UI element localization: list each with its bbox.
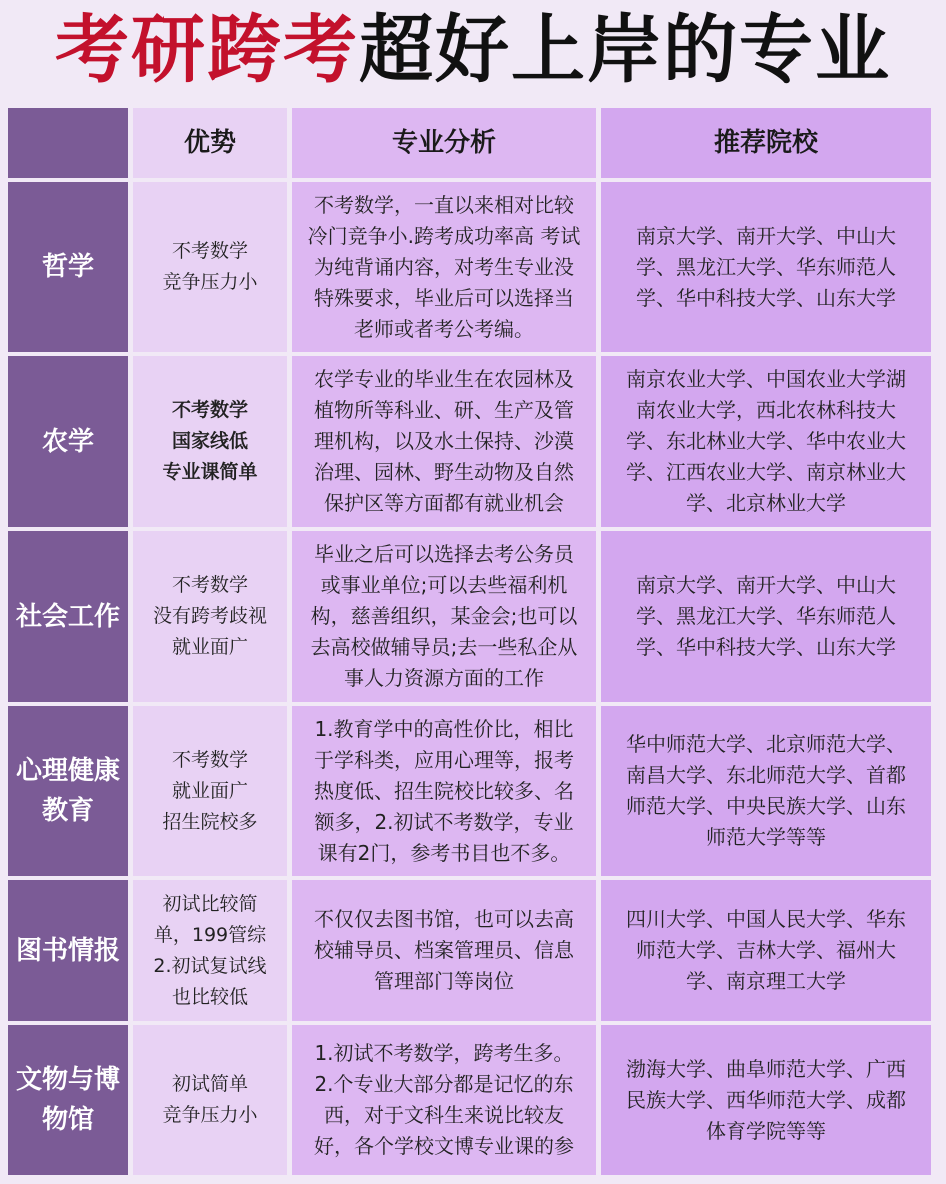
header-corner — [8, 108, 128, 178]
header-analysis: 专业分析 — [292, 108, 596, 178]
cell-text-line: 哲学 — [41, 252, 94, 282]
cell-text-line: 南农业大学，西北农林科技大 — [636, 398, 896, 422]
cell-text-line: 也比较低 — [171, 985, 248, 1008]
cell-text-line: 专业课简单 — [162, 461, 258, 483]
title-red-part: 考研跨考 — [55, 7, 359, 93]
schools-cell — [601, 356, 931, 527]
analysis-cell — [292, 1025, 596, 1175]
cell-text-line: 构，慈善组织，某金会;也可以 — [310, 604, 578, 628]
cell-text-line: 校辅导员、档案管理员、信息 — [314, 938, 574, 962]
cell-text-line: 冷门竞争小.跨考成功率高 考试 — [307, 223, 581, 248]
cell-text-line: 没有跨考歧视 — [152, 605, 267, 627]
cell-text-line: 学、江西农业大学、南京林业大 — [626, 460, 906, 484]
cell-text-line: 学、黑龙江大学、华东师范人 — [636, 604, 896, 628]
cell-text-line: 文物与博 — [15, 1065, 120, 1095]
advantages-cell — [133, 182, 287, 352]
cell-text-line: 课有2门，参考书目也不多。 — [317, 840, 571, 865]
advantages-cell — [133, 531, 287, 702]
analysis-cell — [292, 880, 596, 1021]
cell-text-line: 学、东北林业大学、华中农业大 — [626, 429, 906, 453]
schools-cell — [601, 182, 931, 352]
cell-text-line: 为纯背诵内容，对考生专业没 — [314, 254, 574, 279]
major-cell — [8, 706, 128, 876]
cell-text-line: 学、北京林业大学 — [686, 491, 846, 515]
schools-cell — [601, 1025, 931, 1175]
cell-text-line: 师范大学、吉林大学、福州大 — [636, 938, 896, 962]
cell-text-line: 2.个专业大部分都是记忆的东 — [314, 1072, 574, 1096]
cell-text-line: 南京大学、南开大学、中山大 — [636, 573, 896, 597]
cell-text-line: 毕业之后可以选择去考公务员 — [314, 542, 574, 566]
analysis-cell — [292, 706, 596, 876]
major-cell — [8, 531, 128, 702]
cell-text-line: 图书情报 — [15, 935, 120, 966]
advantages-cell — [133, 1025, 287, 1175]
cell-text-line: 学、南京理工大学 — [686, 969, 846, 993]
cell-text-line: 华中师范大学、北京师范大学、 — [626, 732, 906, 756]
advantages-cell — [133, 356, 287, 527]
cell-text-line: 2.初试复试线 — [153, 954, 267, 977]
cell-text-line: 或事业单位;可以去些福利机 — [320, 573, 568, 597]
cell-text-line: 南昌大学、东北师范大学、首都 — [626, 763, 906, 787]
cell-text-line: 于学科类，应用心理等，报考 — [314, 747, 574, 772]
major-cell — [8, 356, 128, 527]
schools-cell — [601, 880, 931, 1021]
cell-text-line: 不仅仅去图书馆，也可以去高 — [314, 907, 574, 931]
advantages-cell — [133, 880, 287, 1021]
cell-text-line: 理机构，以及水土保持、沙漠 — [314, 429, 574, 453]
cell-text-line: 植物所等科业、研、生产及管 — [314, 398, 574, 422]
cell-text-line: 民族大学、西华师范大学、成都 — [626, 1087, 906, 1112]
cell-text-line: 特殊要求，毕业后可以选择当 — [314, 285, 574, 310]
cell-text-line: 治理、园林、野生动物及自然 — [314, 460, 574, 484]
cell-text-line: 西，对于文科生来说比较友 — [324, 1103, 564, 1127]
cell-text-line: 管理部门等岗位 — [374, 969, 514, 993]
cell-text-line: 1.教育学中的高性价比，相比 — [314, 716, 574, 741]
cell-text-line: 教育 — [41, 796, 94, 826]
cell-text-line: 初试比较简 — [162, 892, 258, 915]
cell-text-line: 四川大学、中国人民大学、华东 — [626, 907, 906, 931]
cell-text-line: 招生院校多 — [162, 810, 258, 833]
page-title — [0, 4, 946, 96]
major-cell — [8, 1025, 128, 1175]
cell-text-line: 竞争压力小 — [162, 271, 258, 293]
cell-text-line: 南京大学、南开大学、中山大 — [636, 223, 896, 248]
cell-text-line: 不考数学 — [171, 574, 248, 596]
cell-text-line: 不考数学 — [171, 748, 248, 771]
cell-text-line: 保护区等方面都有就业机会 — [324, 491, 564, 515]
cell-text-line: 体育学院等等 — [706, 1118, 826, 1143]
cell-text-line: 学、华中科技大学、山东大学 — [636, 285, 896, 310]
cell-text-line: 农学 — [41, 426, 94, 457]
header-advantages: 优势 — [133, 108, 287, 178]
schools-cell — [601, 531, 931, 702]
cell-text-line: 南京农业大学、中国农业大学湖 — [626, 367, 906, 391]
cell-text-line: 就业面广 — [171, 779, 248, 802]
header-schools: 推荐院校 — [601, 108, 931, 178]
cell-text-line: 师范大学、中央民族大学、山东 — [626, 794, 906, 818]
schools-cell — [601, 706, 931, 876]
cell-text-line: 心理健康 — [15, 756, 120, 786]
cell-text-line: 好，各个学校文博专业课的参 — [314, 1134, 574, 1158]
cell-text-line: 农学专业的毕业生在农园林及 — [314, 367, 574, 391]
cell-text-line: 额多，2.初试不考数学，专业 — [314, 809, 574, 834]
analysis-cell — [292, 356, 596, 527]
cell-text-line: 物馆 — [41, 1105, 94, 1135]
title-black-part: 超好上岸的专业 — [359, 7, 891, 93]
cell-text-line: 老师或者考公考编。 — [354, 316, 534, 341]
analysis-cell — [292, 182, 596, 352]
cell-text-line: 初试简单 — [171, 1073, 248, 1095]
majors-table — [8, 108, 931, 1175]
cell-text-line: 去高校做辅导员;去一些私企从 — [310, 635, 578, 659]
cell-text-line: 不考数学 — [171, 399, 248, 421]
cell-text-line: 单，199管综 — [153, 923, 267, 946]
cell-text-line: 学、华中科技大学、山东大学 — [636, 635, 896, 659]
cell-text-line: 1.初试不考数学，跨考生多。 — [314, 1041, 574, 1065]
analysis-cell — [292, 531, 596, 702]
advantages-cell — [133, 706, 287, 876]
cell-text-line: 国家线低 — [171, 430, 248, 452]
cell-text-line: 就业面广 — [171, 636, 248, 658]
cell-text-line: 社会工作 — [15, 601, 120, 632]
cell-text-line: 事人力资源方面的工作 — [344, 666, 544, 690]
cell-text-line: 不考数学 — [171, 240, 248, 262]
cell-text-line: 学、黑龙江大学、华东师范人 — [636, 254, 896, 279]
cell-text-line: 渤海大学、曲阜师范大学、广西 — [626, 1056, 906, 1081]
major-cell — [8, 182, 128, 352]
cell-text-line: 师范大学等等 — [706, 825, 826, 849]
major-cell — [8, 880, 128, 1021]
cell-text-line: 热度低、招生院校比较多、名 — [314, 778, 574, 803]
cell-text-line: 不考数学，一直以来相对比较 — [314, 192, 574, 217]
cell-text-line: 竞争压力小 — [162, 1104, 258, 1126]
